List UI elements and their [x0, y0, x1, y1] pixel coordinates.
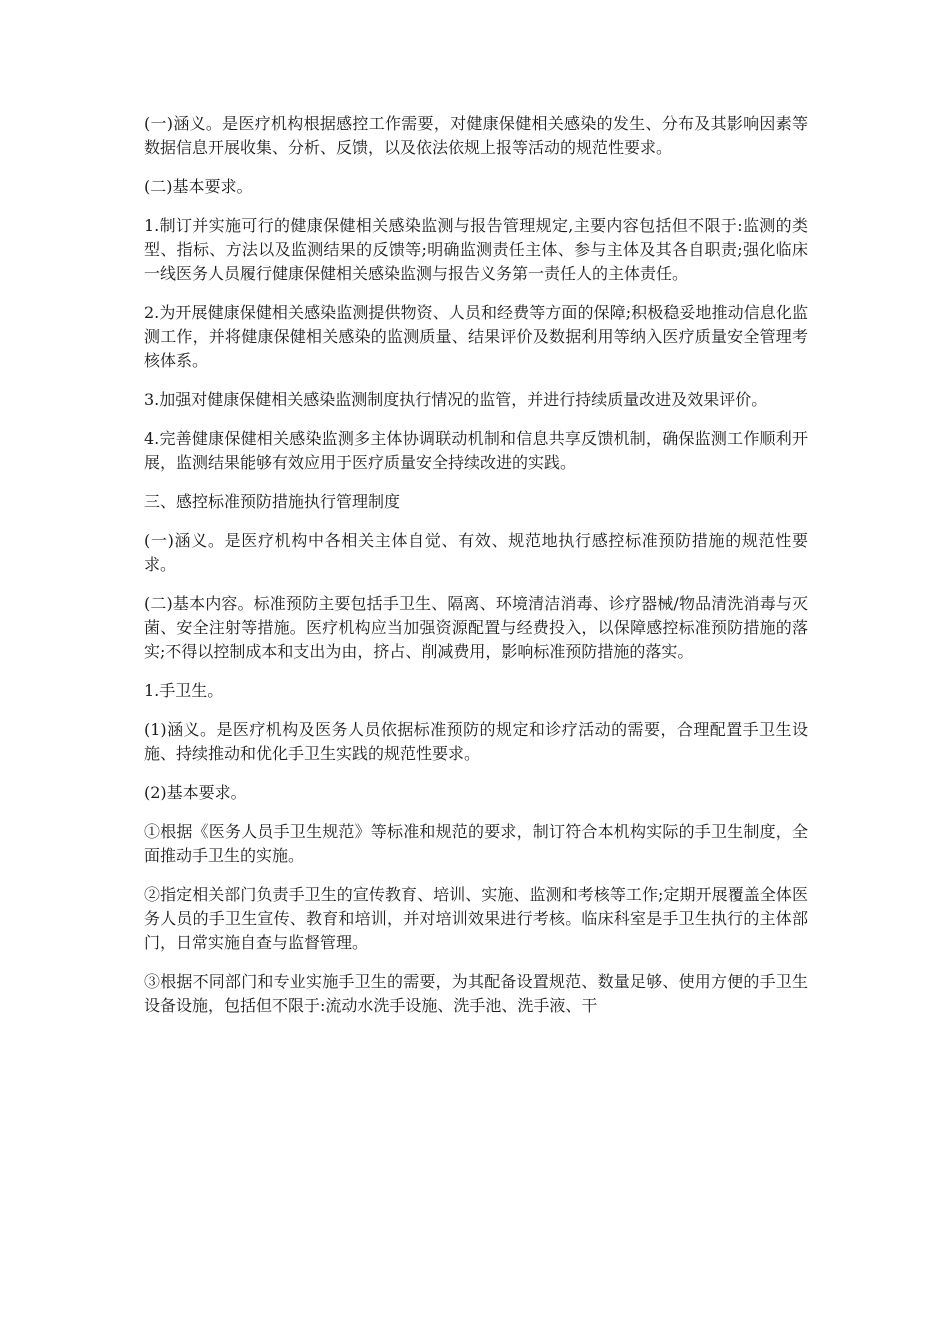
paragraph-requirement-3: 3.加强对健康保健相关感染监测制度执行情况的监管，并进行持续质量改进及效果评价。 [144, 390, 768, 409]
paragraph-requirement-4: 4.完善健康保健相关感染监测多主体协调联动机制和信息共享反馈机制，确保监测工作顺利开展，监测结果能够有效应用于医疗质量安全持续改进的实践。 [144, 429, 808, 472]
paragraph-basic-content: (二)基本内容。标准预防主要包括手卫生、隔离、环境清洁消毒、诊疗器械/物品清洗消毒与灭菌、安全注射等措施。医疗机构应当加强资源配置与经费投入，以保障感控标准预防措施的落实;不得以控制成本和支出为由，挤占、削减费用，影响标准预防措施的落实。 [144, 594, 808, 661]
document-body [144, 112, 808, 1033]
section-heading-standard-precautions: 三、感控标准预防措施执行管理制度 [144, 492, 401, 511]
paragraph-hand-hygiene-heading: 1.手卫生。 [144, 681, 224, 700]
paragraph-definition-precautions: (一)涵义。是医疗机构中各相关主体自觉、有效、规范地执行感控标准预防措施的规范性要求。 [144, 531, 808, 574]
paragraph-hand-hygiene-item-1: ①根据《医务人员手卫生规范》等标准和规范的要求，制订符合本机构实际的手卫生制度，全面推动手卫生的实施。 [144, 822, 808, 865]
paragraph-requirement-2: 2.为开展健康保健相关感染监测提供物资、人员和经费等方面的保障;积极稳妥地推动信息化监测工作，并将健康保健相关感染的监测质量、结果评价及数据利用等纳入医疗质量安全管理考核体系。 [144, 303, 808, 370]
paragraph-hand-hygiene-requirements-heading: (2)基本要求。 [144, 783, 247, 802]
paragraph-hand-hygiene-definition: (1)涵义。是医疗机构及医务人员依据标准预防的规定和诊疗活动的需要，合理配置手卫生设施、持续推动和优化手卫生实践的规范性要求。 [144, 720, 808, 763]
paragraph-requirement-1: 1.制订并实施可行的健康保健相关感染监测与报告管理规定,主要内容包括但不限于:监测的类型、指标、方法以及监测结果的反馈等;明确监测责任主体、参与主体及其各自职责;强化临床一线医务人员履行健康保健相关感染监测与报告义务第一责任人的主体责任。 [144, 216, 808, 283]
paragraph-definition-monitoring: (一)涵义。是医疗机构根据感控工作需要，对健康保健相关感染的发生、分布及其影响因素等数据信息开展收集、分析、反馈，以及依法依规上报等活动的规范性要求。 [144, 114, 808, 157]
paragraph-hand-hygiene-item-2: ②指定相关部门负责手卫生的宣传教育、培训、实施、监测和考核等工作;定期开展覆盖全体医务人员的手卫生宣传、教育和培训，并对培训效果进行考核。临床科室是手卫生执行的主体部门，日常实施自查与监督管理。 [144, 885, 808, 952]
paragraph-hand-hygiene-item-3: ③根据不同部门和专业实施手卫生的需要，为其配备设置规范、数量足够、使用方便的手卫生设备设施，包括但不限于:流动水洗手设施、洗手池、洗手液、干 [144, 972, 808, 1015]
paragraph-basic-requirements-heading: (二)基本要求。 [144, 177, 253, 196]
